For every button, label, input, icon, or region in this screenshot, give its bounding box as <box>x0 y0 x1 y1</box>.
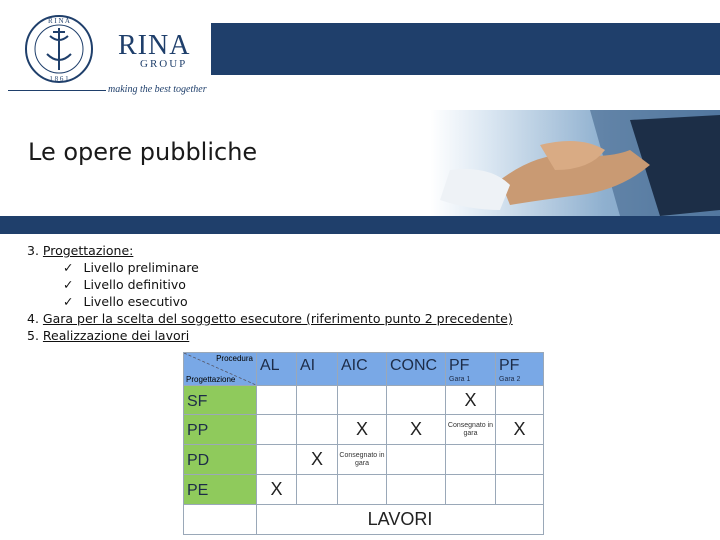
svg-text:1 8 6 1: 1 8 6 1 <box>49 75 69 83</box>
table-corner <box>184 353 257 386</box>
rina-seal-logo <box>20 14 98 84</box>
column-header: AI <box>297 353 338 386</box>
list-number: 3. <box>27 243 39 258</box>
handshake-photo <box>430 110 720 216</box>
sub-item-text: Livello definitivo <box>83 277 186 292</box>
table-cell: X <box>446 386 496 415</box>
brand-group: GROUP <box>140 58 188 70</box>
table-cell <box>496 445 544 475</box>
row-label: PD <box>184 445 257 475</box>
slide-body <box>27 242 513 344</box>
table-row <box>184 386 544 415</box>
corner-label-procedura: Procedura <box>216 354 253 363</box>
list-text: Realizzazione dei lavori <box>42 328 190 343</box>
table-cell: X <box>338 415 387 445</box>
table-cell <box>297 415 338 445</box>
checkmark-icon: ✓ <box>63 260 74 275</box>
table-cell <box>257 445 297 475</box>
column-header: CONC <box>387 353 446 386</box>
table-cell <box>387 386 446 415</box>
svg-text:R I N A: R I N A <box>48 17 70 25</box>
cell-note: Consegnato in gara <box>447 421 494 437</box>
sub-item-text: Livello preliminare <box>83 260 199 275</box>
tagline: making the best together <box>108 84 207 95</box>
table-cell <box>338 386 387 415</box>
table-cell <box>257 415 297 445</box>
row-label: SF <box>184 386 257 415</box>
table-cell <box>297 475 338 505</box>
table-cell <box>338 475 387 505</box>
table-cell <box>496 386 544 415</box>
column-header: PF Gara 1 <box>446 353 496 386</box>
table-cell <box>446 445 496 475</box>
table-cell <box>257 386 297 415</box>
sub-item <box>27 293 513 310</box>
table-cell <box>387 445 446 475</box>
slide-title: Le opere pubbliche <box>28 138 258 166</box>
table-cell <box>446 475 496 505</box>
table-cell <box>338 445 387 475</box>
column-header: AIC <box>338 353 387 386</box>
checkmark-icon: ✓ <box>63 277 74 292</box>
table-row <box>184 415 544 445</box>
row-label: PE <box>184 475 257 505</box>
table-cell: X <box>297 445 338 475</box>
list-text: Progettazione: <box>42 243 134 258</box>
column-header: AL <box>257 353 297 386</box>
procedure-table <box>183 352 544 535</box>
sub-item-text: Livello esecutivo <box>83 294 188 309</box>
list-item-5 <box>27 327 513 344</box>
cell-note: Consegnato in gara <box>339 451 385 467</box>
table-header-row <box>184 353 544 386</box>
list-number: 5. <box>27 328 39 343</box>
table-cell <box>446 415 496 445</box>
table-cell <box>184 505 257 535</box>
lavori-label: LAVORI <box>257 505 544 535</box>
corner-label-progettazione: Progettazione <box>186 375 236 384</box>
table-footer-row <box>184 505 544 535</box>
list-item-4 <box>27 310 513 327</box>
table-cell <box>297 386 338 415</box>
list-number: 4. <box>27 311 39 326</box>
table-cell: X <box>387 415 446 445</box>
table-row <box>184 475 544 505</box>
table-cell: X <box>496 415 544 445</box>
row-label: PP <box>184 415 257 445</box>
table-row <box>184 445 544 475</box>
sub-item <box>27 276 513 293</box>
column-header: PF Gara 2 <box>496 353 544 386</box>
table-cell <box>387 475 446 505</box>
sub-item <box>27 259 513 276</box>
list-item-3 <box>27 242 513 259</box>
title-band <box>0 216 720 234</box>
checkmark-icon: ✓ <box>63 294 74 309</box>
list-text: Gara per la scelta del soggetto esecutore (riferimento punto 2 precedente) <box>42 311 513 326</box>
table-cell: X <box>257 475 297 505</box>
table-cell <box>496 475 544 505</box>
brand-name: RINA <box>118 30 191 61</box>
